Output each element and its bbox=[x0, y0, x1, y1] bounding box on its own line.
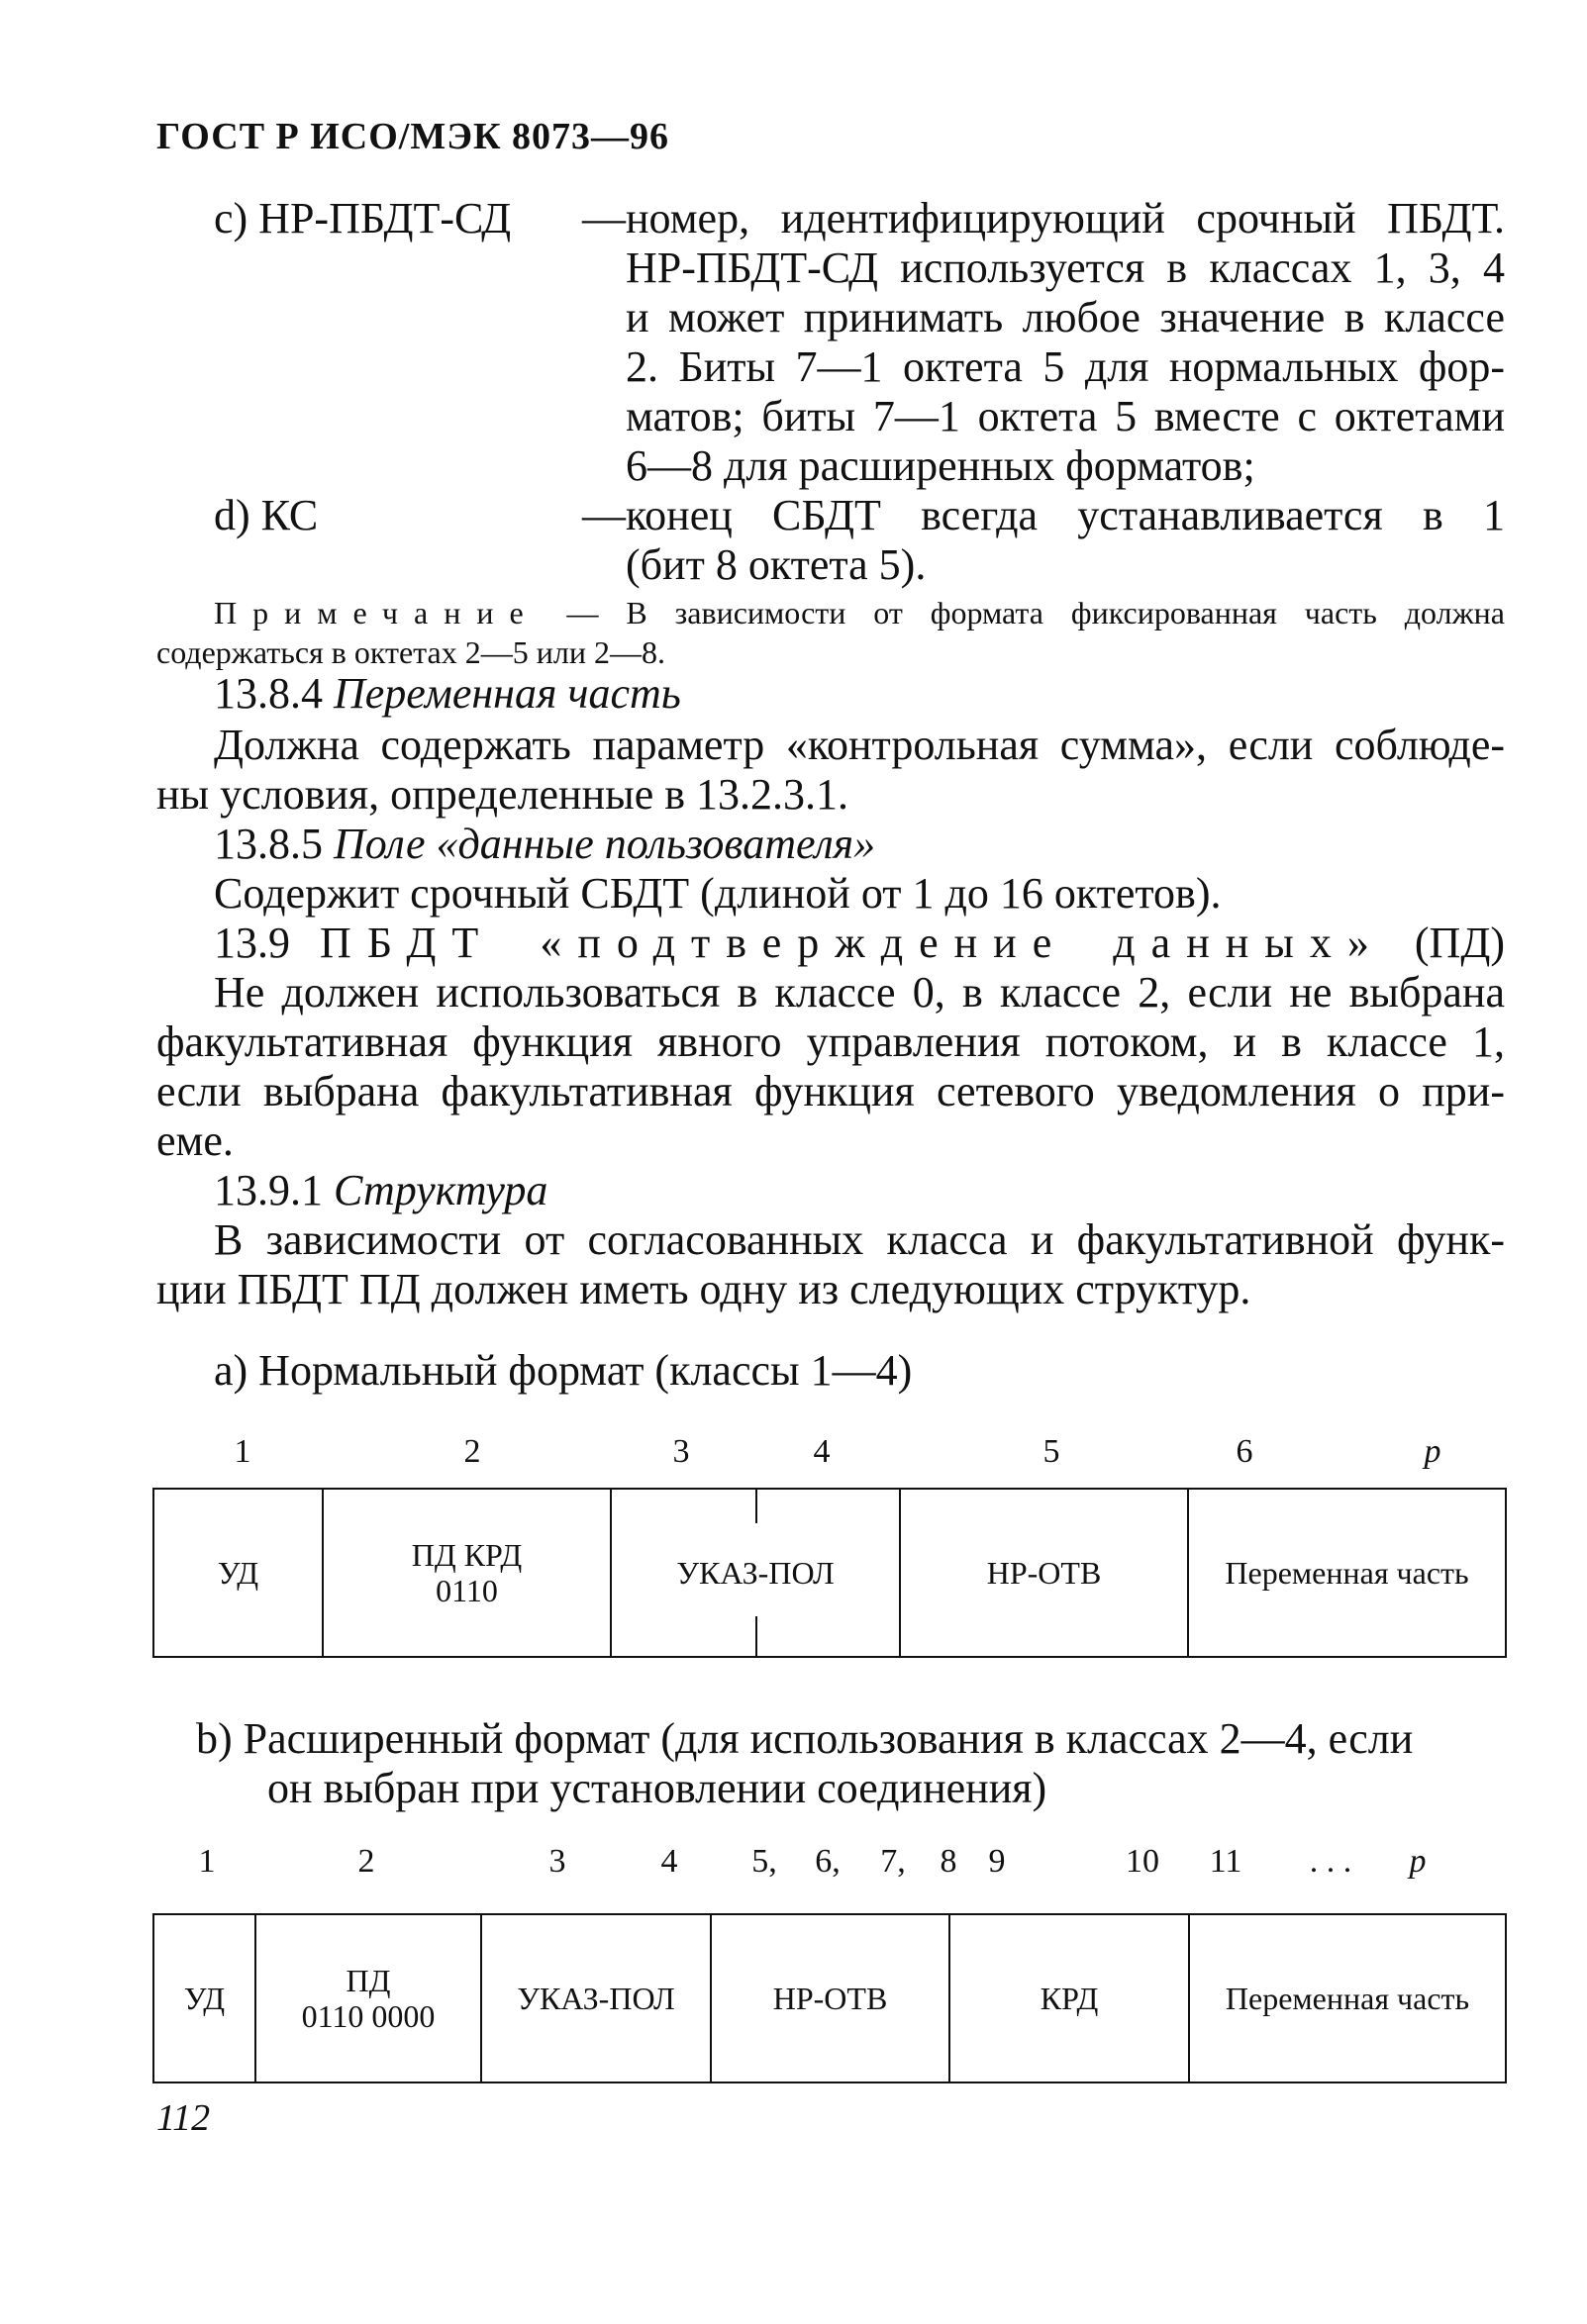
format-a-cell-nr-otv bbox=[900, 1489, 1188, 1657]
format-a-table bbox=[152, 1488, 1507, 1658]
format-a-cell-ud bbox=[153, 1489, 323, 1657]
format-a-octet-p: p bbox=[1424, 1433, 1441, 1470]
section-13-8-5-title: Поле «данные пользователя» bbox=[334, 820, 876, 868]
item-d-dash: — bbox=[582, 491, 626, 539]
format-b-octet-2: 2 bbox=[357, 1843, 375, 1880]
format-b-ukaz-pol: УКАЗ-ПОЛ bbox=[517, 1981, 675, 2016]
format-b-octet-10: 10 bbox=[1126, 1843, 1159, 1880]
item-c-dash: — bbox=[582, 194, 626, 242]
section-13-9-number: 13.9 bbox=[214, 919, 290, 967]
format-a-octet-6: 6 bbox=[1236, 1433, 1253, 1470]
format-a-octet-divider-bottom bbox=[755, 1616, 757, 1656]
format-a-ud: УД bbox=[217, 1555, 259, 1591]
section-13-9-title: ПБДТ «подтверждение данных» bbox=[320, 919, 1385, 967]
format-a-cell-ukaz-pol bbox=[611, 1489, 900, 1657]
format-a-cell-pd-krd bbox=[323, 1489, 611, 1657]
item-c-line-3: и может принимать любое значение в классе bbox=[626, 293, 1505, 341]
item-d-label: d) КС bbox=[214, 491, 319, 539]
page-number: 112 bbox=[156, 2097, 211, 2139]
format-b-octet-8: 8 bbox=[940, 1843, 957, 1880]
format-b-nr-otv: НР-ОТВ bbox=[772, 1981, 888, 2016]
format-a-pd-code: 0110 bbox=[436, 1573, 498, 1608]
section-13-8-4-title: Переменная часть bbox=[334, 669, 681, 718]
item-c-line-2: НР-ПБДТ-СД используется в классах 1, 3, 4 bbox=[626, 243, 1505, 292]
format-b-caption-line-1: b) Расширенный формат (для использования в классах 2—4, если bbox=[196, 1714, 1414, 1763]
item-c-line-1: номер, идентифицирующий срочный ПБДТ. bbox=[626, 194, 1505, 242]
item-c-line-6: 6—8 для расширенных форматов; bbox=[626, 441, 1255, 490]
format-b-pd-code: 0110 0000 bbox=[301, 1998, 436, 2034]
format-a-octet-1: 1 bbox=[234, 1433, 251, 1470]
format-b-krd: КРД bbox=[1040, 1981, 1099, 2016]
format-b-octet-p: p bbox=[1409, 1843, 1427, 1880]
format-b-ud: УД bbox=[183, 1981, 226, 2016]
para-13-8-5: Содержит срочный СБДТ (длиной от 1 до 16 октетов). bbox=[214, 869, 1222, 918]
format-a-octet-2: 2 bbox=[463, 1433, 481, 1470]
format-a-nr-otv: НР-ОТВ bbox=[986, 1555, 1102, 1591]
para-13-9-line-4: еме. bbox=[156, 1116, 234, 1165]
para-13-9-line-3: если выбрана факультативная функция сетевого уведомления о при- bbox=[156, 1067, 1505, 1115]
item-c-line-5: матов; биты 7—1 октета 5 вместе с октетами bbox=[626, 392, 1505, 440]
format-b-cell-nr-otv bbox=[711, 1914, 949, 2082]
item-c-line-4: 2. Биты 7—1 октета 5 для нормальных фор- bbox=[626, 342, 1505, 391]
format-b-octet-ellipsis: . . . bbox=[1309, 1843, 1352, 1880]
section-13-8-5-heading bbox=[214, 820, 875, 869]
item-c-label: c) НР-ПБДТ-СД bbox=[214, 194, 512, 242]
para-13-9-line-2: факультативная функция явного управления потоком, и в классе 1, bbox=[156, 1017, 1505, 1066]
section-13-8-4-heading bbox=[214, 669, 681, 719]
format-b-octet-5: 5, bbox=[751, 1843, 777, 1880]
note-line-1 bbox=[214, 594, 1505, 631]
format-b-cell-pd bbox=[255, 1914, 481, 2082]
format-b-octet-1: 1 bbox=[198, 1843, 216, 1880]
para-13-8-4-line-1: Должна содержать параметр «контрольная сумма», если соблюде- bbox=[214, 721, 1505, 769]
format-a-caption: a) Нормальный формат (классы 1—4) bbox=[214, 1346, 913, 1395]
section-13-9-1-heading bbox=[214, 1166, 547, 1215]
para-13-8-4-line-2: ны условия, определенные в 13.2.3.1. bbox=[156, 770, 849, 819]
format-b-octet-6: 6, bbox=[815, 1843, 841, 1880]
format-b-octet-9: 9 bbox=[988, 1843, 1006, 1880]
format-b-cell-ud bbox=[153, 1914, 255, 2082]
para-13-9-1-line-2: ции ПБДТ ПД должен иметь одну из следующих структур. bbox=[156, 1265, 1251, 1313]
format-a-octet-5: 5 bbox=[1042, 1433, 1060, 1470]
format-b-caption-line-2: он выбран при установлении соединения) bbox=[267, 1764, 1047, 1812]
format-a-octet-3: 3 bbox=[672, 1433, 690, 1470]
document-header: ГОСТ Р ИСО/МЭК 8073—96 bbox=[156, 116, 670, 157]
note-text: — В зависимости от формата фиксированная часть должна bbox=[539, 595, 1505, 630]
para-13-9-1-line-1: В зависимости от согласованных класса и факультативной функ- bbox=[214, 1215, 1505, 1264]
para-13-9-line-1: Не должен использоваться в классе 0, в классе 2, если не выбрана bbox=[214, 968, 1505, 1017]
format-b-cell-krd bbox=[949, 1914, 1189, 2082]
section-13-8-4-number: 13.8.4 bbox=[214, 669, 323, 718]
item-d-line-2: (бит 8 октета 5). bbox=[626, 540, 927, 589]
format-b-cell-ukaz-pol bbox=[481, 1914, 711, 2082]
section-13-9-heading bbox=[214, 919, 1505, 968]
format-a-octet-4: 4 bbox=[813, 1433, 831, 1470]
section-13-9-1-title: Структура bbox=[334, 1166, 548, 1214]
item-d-line-1: конец СБДТ всегда устанавливается в 1 bbox=[626, 491, 1505, 539]
format-b-cell-variable bbox=[1189, 1914, 1506, 2082]
format-a-pd-krd: ПД КРД bbox=[411, 1537, 523, 1573]
note-title: Примечание bbox=[214, 595, 540, 630]
format-b-table bbox=[152, 1913, 1507, 2083]
format-b-variable-part: Переменная часть bbox=[1225, 1981, 1470, 2016]
format-a-variable-part: Переменная часть bbox=[1225, 1555, 1469, 1591]
format-b-octet-7: 7, bbox=[880, 1843, 906, 1880]
format-a-cell-variable bbox=[1188, 1489, 1506, 1657]
section-13-8-5-number: 13.8.5 bbox=[214, 820, 323, 868]
section-13-9-1-number: 13.9.1 bbox=[214, 1166, 323, 1214]
note-line-2: содержаться в октетах 2—5 или 2—8. bbox=[156, 634, 665, 670]
section-13-9-abbr: (ПД) bbox=[1414, 919, 1505, 967]
format-b-pd: ПД bbox=[346, 1963, 391, 1998]
format-b-octet-3: 3 bbox=[548, 1843, 566, 1880]
format-a-ukaz-pol: УКАЗ-ПОЛ bbox=[676, 1555, 835, 1591]
format-b-octet-11: 11 bbox=[1209, 1843, 1242, 1880]
format-b-octet-4: 4 bbox=[660, 1843, 678, 1880]
format-a-octet-divider-top bbox=[755, 1490, 757, 1523]
